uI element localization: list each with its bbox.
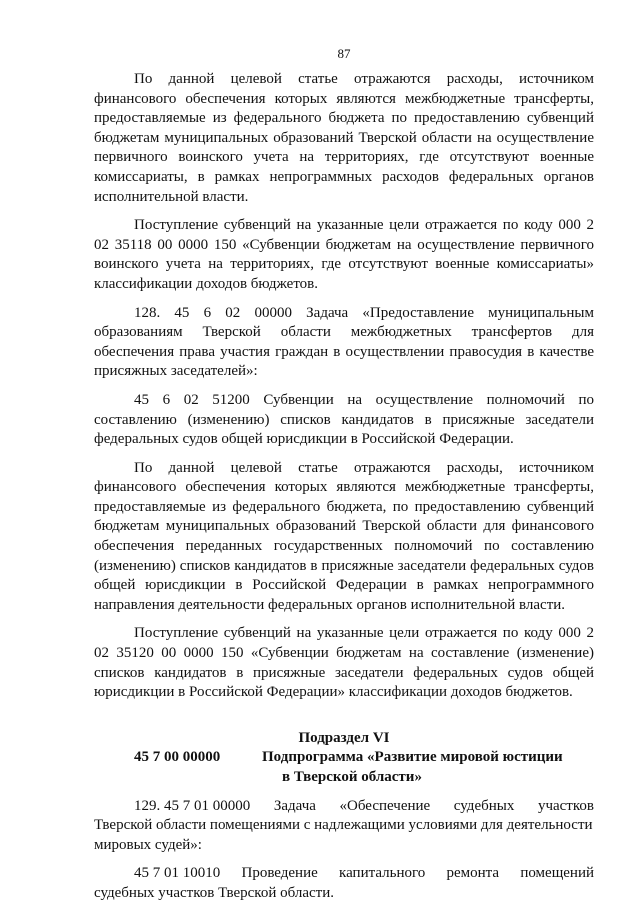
paragraph-expenses-military-registration: По данной целевой статье отражаются расходы, источником финансового обеспечения которых являются межбюджетные трансферты, предоставляемые из федерального бюджета по предоставлению субвенций бюджетам муниципальных образований Тверской области на осуществление первичного воинского учета на территориях, где отсутствуют военные комиссариаты, в рамках непрограммных расходов федеральных органов исполнительной власти. [94, 71, 594, 205]
document-page [94, 0, 594, 905]
item-10010-first-line [94, 864, 594, 884]
page-number: 87 [337, 46, 351, 61]
task-129-first-line [94, 797, 594, 817]
paragraph-task-128: 128. 45 6 02 00000 Задача «Предоставление муниципальным образованиям Тверской области межбюджетных трансфертов для обеспечения права участия граждан в осуществлении правосудия в качестве присяжных заседателей»: [94, 304, 594, 380]
paragraph-item-51200: 45 6 02 51200 Субвенции на осуществление полномочий по составлению (изменению) списков кандидатов в присяжные заседатели федеральных судов общей юрисдикции в Российской Федерации. [94, 391, 594, 448]
task-129-word: судебных [453, 797, 515, 814]
subprogram-code: 45 7 00 00000 [134, 749, 221, 766]
task-129-word: Задача [273, 797, 316, 814]
subprogram-title-line1: Подпрограмма «Развитие мировой юстиции [262, 749, 563, 766]
task-129-code: 129. 45 7 01 00000 [134, 797, 251, 814]
task-129-rest: Тверской области помещениями с надлежащими условиями для деятельности мировых судей»: [94, 817, 593, 853]
paragraph-revenue-code-35118: Поступление субвенций на указанные цели отражается по коду 000 2 02 35118 00 0000 150 «Субвенции бюджетам на осуществление первичного воинского учета на территориях, где отсутствуют военные комиссариаты» классификации доходов бюджетов. [94, 217, 594, 292]
document-body [94, 70, 594, 904]
item-10010-rest: судебных участков Тверской области. [94, 884, 334, 901]
subprogram-title-line2: в Тверской области» [282, 769, 422, 785]
item-10010-word: Проведение [241, 865, 318, 882]
item-10010-word: ремонта [446, 865, 500, 882]
task-129-word: «Обеспечение [339, 797, 431, 814]
paragraph-expenses-jurors: По данной целевой статье отражаются расходы, источником финансового обеспечения которых являются межбюджетные трансферты, предоставляемые из федерального бюджета, по предоставлению субвенций бюджетам муниципальных образований Тверской области для финансового обеспечения переданных государственных полномочий по составлению (изменению) списков кандидатов в присяжные заседатели федеральных судов общей юрисдикции в Российской Федерации в рамках непрограммного направления деятельности федеральных органов исполнительной власти. [94, 459, 594, 613]
subprogram-heading-line [94, 748, 594, 768]
subsection-heading: Подраздел VI [298, 729, 390, 746]
item-10010-code: 45 7 01 10010 [134, 865, 221, 882]
item-10010-word: капитального [339, 865, 426, 882]
item-10010-word: помещений [520, 865, 594, 882]
task-129-word: участков [537, 797, 594, 814]
paragraph-revenue-code-35120: Поступление субвенций на указанные цели отражается по коду 000 2 02 35120 00 0000 150 «Субвенции бюджетам на составление (изменение) списков кандидатов в присяжные заседатели федеральных судов общей юрисдикции в Российской Федерации» классификации доходов бюджетов. [94, 625, 594, 701]
